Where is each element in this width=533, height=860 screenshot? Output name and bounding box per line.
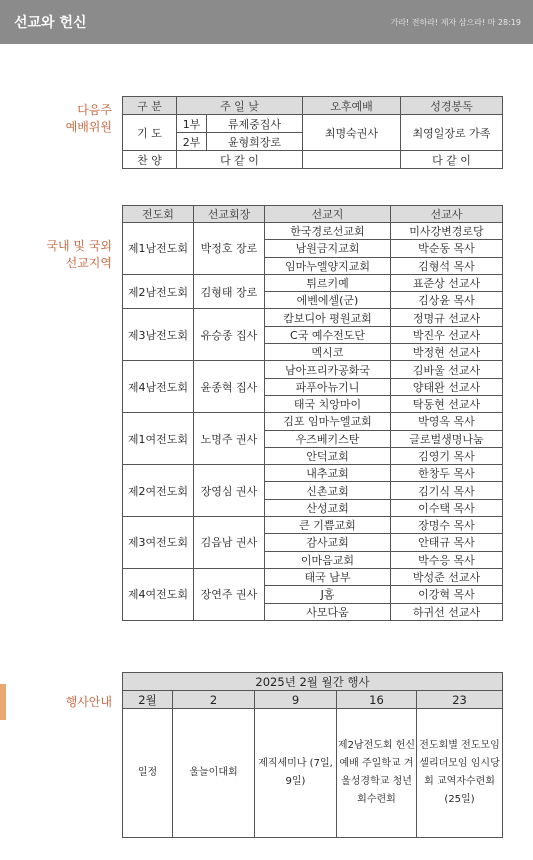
association-leader: 김형태 장로 [194, 274, 265, 309]
association-name: 제1남전도회 [123, 223, 194, 275]
table-row [123, 465, 503, 482]
table-row [123, 151, 503, 169]
date-cell: 2 [173, 691, 255, 709]
missionary-name: 미사강변경로당 [391, 223, 503, 240]
missionary-name: 김영기 목사 [391, 447, 503, 464]
mission-field: 산성교회 [265, 499, 391, 516]
section-label-line: 다음주 [77, 103, 112, 117]
missionary-name: 장명수 목사 [391, 517, 503, 534]
header-sunday: 주 일 낮 [177, 97, 303, 115]
table-row [123, 274, 503, 291]
table-title-row [123, 673, 503, 691]
association-leader: 윤종혁 집사 [194, 361, 265, 413]
missionary-name: 탁동현 선교사 [391, 395, 503, 412]
missionary-name: 박성준 선교사 [391, 568, 503, 585]
date-cell: 16 [337, 691, 417, 709]
association-name: 제3남전도회 [123, 309, 194, 361]
association-leader: 박정호 장로 [194, 223, 265, 275]
table-header-row [123, 97, 503, 115]
table-row [123, 568, 503, 585]
missionary-name: 박수응 목사 [391, 551, 503, 568]
service-part: 1부 [177, 115, 207, 133]
events-title: 2025년 2월 월간 행사 [123, 673, 503, 691]
association-leader: 유승종 집사 [194, 309, 265, 361]
missionary-name: 하귀선 선교사 [391, 603, 503, 620]
table-row [123, 709, 503, 838]
header-missionary: 선교사 [391, 206, 503, 223]
association-name: 제2여전도회 [123, 465, 194, 517]
date-cell: 23 [417, 691, 503, 709]
missionary-name: 표준상 선교사 [391, 274, 503, 291]
association-name: 제1여전도회 [123, 413, 194, 465]
mission-field: 멕시코 [265, 344, 391, 361]
page-header [0, 0, 533, 44]
mission-field: 우즈베키스탄 [265, 430, 391, 447]
mission-field: J홈 [265, 586, 391, 603]
association-name: 제3여전도회 [123, 517, 194, 569]
event-cell: 제2남전도회 헌신예배 주일학교 겨울성경학교 청년회수련회 [337, 709, 417, 838]
association-leader: 장연주 권사 [194, 568, 265, 620]
prayer-leader: 윤형희장로 [207, 133, 303, 151]
section-label-events: 행사안내 [65, 695, 112, 709]
service-part: 2부 [177, 133, 207, 151]
missionary-name: 글로벌생명나눔 [391, 430, 503, 447]
header-verse: 가라! 전하라! 제자 삼으라! 마 28:19 [390, 17, 521, 27]
event-cell: 울늘이대회 [173, 709, 255, 838]
mission-field: 신촌교회 [265, 482, 391, 499]
worship-committee-table [122, 96, 503, 169]
missionary-name: 박정현 선교사 [391, 344, 503, 361]
missionary-name: 안태규 목사 [391, 534, 503, 551]
association-leader: 장영심 권사 [194, 465, 265, 517]
mission-field: 태국 남부 [265, 568, 391, 585]
mission-field: 남원금지교회 [265, 240, 391, 257]
mission-field: C국 예수전도단 [265, 326, 391, 343]
missionary-name: 이수택 목사 [391, 499, 503, 516]
table-row [123, 413, 503, 430]
prayer-leader: 류제중집사 [207, 115, 303, 133]
table-row [123, 223, 503, 240]
missionary-name: 이강혁 목사 [391, 586, 503, 603]
table-row [123, 517, 503, 534]
afternoon-praise [303, 151, 401, 169]
praise-label: 찬 양 [123, 151, 177, 169]
section-label-line: 예배위원 [65, 120, 112, 134]
association-name: 제4여전도회 [123, 568, 194, 620]
event-cell: 제직세미나 (7일, 9일) [255, 709, 337, 838]
header-category: 구 분 [123, 97, 177, 115]
missionary-name: 김바울 선교사 [391, 361, 503, 378]
schedule-label: 일정 [123, 709, 173, 838]
section-label-next-week [0, 102, 112, 136]
mission-field: 에벤에셀(군) [265, 292, 391, 309]
association-leader: 노명주 권사 [194, 413, 265, 465]
mission-field: 튀르키예 [265, 274, 391, 291]
mission-field: 남아프리카공화국 [265, 361, 391, 378]
mission-field: 캄보디아 평원교회 [265, 309, 391, 326]
reading-praise: 다 같 이 [401, 151, 503, 169]
mission-field: 내추교회 [265, 465, 391, 482]
mission-field: 김포 임마누엘교회 [265, 413, 391, 430]
association-leader: 김읍남 권사 [194, 517, 265, 569]
missionary-name: 양태완 선교사 [391, 378, 503, 395]
missions-table [122, 205, 503, 621]
missionary-name: 한창두 목사 [391, 465, 503, 482]
mission-field: 태국 치앙마이 [265, 395, 391, 412]
mission-field: 감사교회 [265, 534, 391, 551]
missionary-name: 박순동 목사 [391, 240, 503, 257]
missionary-name: 정명규 선교사 [391, 309, 503, 326]
header-association: 전도회 [123, 206, 194, 223]
header-mission-field: 선교지 [265, 206, 391, 223]
praise-value: 다 같 이 [177, 151, 303, 169]
section-label-line: 선교지역 [65, 256, 112, 270]
monthly-events-table [122, 672, 503, 838]
mission-field: 파푸아뉴기니 [265, 378, 391, 395]
mission-field: 임마누엘양지교회 [265, 257, 391, 274]
header-leader: 선교회장 [194, 206, 265, 223]
month-label: 2월 [123, 691, 173, 709]
date-cell: 9 [255, 691, 337, 709]
header-reading: 성경봉독 [401, 97, 503, 115]
table-row [123, 309, 503, 326]
afternoon-leader: 최명숙권사 [303, 115, 401, 151]
association-name: 제2남전도회 [123, 274, 194, 309]
table-header-row [123, 691, 503, 709]
association-name: 제4남전도회 [123, 361, 194, 413]
mission-field: 안덕교회 [265, 447, 391, 464]
event-cell: 전도회별 전도모임 셀리더모임 임시당회 교역자수련회 (25일) [417, 709, 503, 838]
section-label-line: 국내 및 국외 [46, 239, 112, 253]
page-title: 선교와 헌신 [14, 15, 87, 31]
section-label-missions [0, 238, 112, 272]
missionary-name: 김기식 목사 [391, 482, 503, 499]
table-row [123, 361, 503, 378]
mission-field: 이마음교회 [265, 551, 391, 568]
mission-field: 한국경로선교회 [265, 223, 391, 240]
mission-field: 사모다움 [265, 603, 391, 620]
table-row [123, 115, 503, 133]
table-header-row [123, 206, 503, 223]
mission-field: 큰 기쁨교회 [265, 517, 391, 534]
header-afternoon: 오후예배 [303, 97, 401, 115]
missionary-name: 김상윤 목사 [391, 292, 503, 309]
prayer-label: 기 도 [123, 115, 177, 151]
bible-reader: 최영일장로 가족 [401, 115, 503, 151]
missionary-name: 김형석 목사 [391, 257, 503, 274]
missionary-name: 박진우 선교사 [391, 326, 503, 343]
missionary-name: 박영옥 목사 [391, 413, 503, 430]
